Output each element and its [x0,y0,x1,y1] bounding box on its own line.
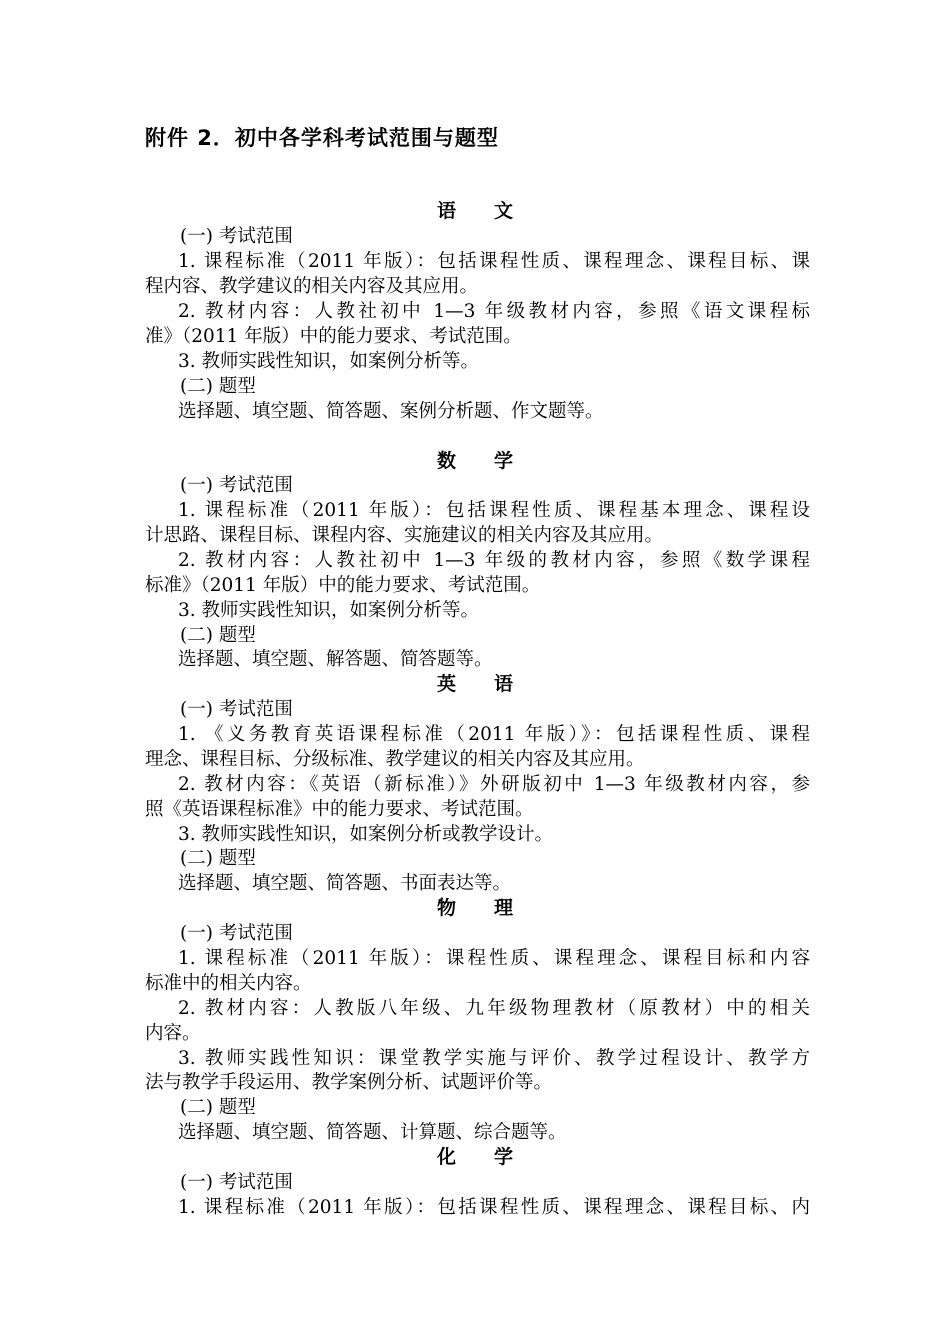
section-heading-physics: 物 理 [436,897,513,919]
paragraph-line: 标准》（2011 年版）中的能力要求、考试范围。 [145,575,541,596]
range-label: (一) 考试范围 [180,923,293,944]
range-label: (一) 考试范围 [180,1172,293,1193]
paragraph-line: 2. 教材内容：《英语（新标准）》外研版初中 1—3 年级教材内容，参 [178,774,810,795]
paragraph-line: 内容。 [145,1023,201,1044]
section-heading-english: 英 语 [436,673,513,695]
paragraph-line: 3. 教师实践性知识，如案例分析等。 [178,600,480,621]
range-label: (一) 考试范围 [180,475,293,496]
question-types: 选择题、填空题、简答题、案例分析题、作文题等。 [178,401,604,422]
paragraph-line: 3. 教师实践性知识：课堂教学实施与评价、教学过程设计、教学方 [178,1048,810,1069]
paragraph-line: 准》（2011 年版）中的能力要求、考试范围。 [145,326,522,347]
question-types: 选择题、填空题、解答题、简答题等。 [178,649,493,670]
paragraph-line: 1. 《义务教育英语课程标准（2011 年版）》：包括课程性质、课程 [178,724,810,745]
paragraph-line: 3. 教师实践性知识，如案例分析或教学设计。 [178,824,554,845]
document-title: 附件 2．初中各学科考试范围与题型 [145,126,499,150]
paragraph-line: 照《英语课程标准》中的能力要求、考试范围。 [145,799,534,820]
paragraph-line: 法与教学手段运用、教学案例分析、试题评价等。 [145,1072,553,1093]
paragraph-line: 理念、课程目标、分级标准、教学建议的相关内容及其应用。 [145,749,645,770]
type-label: (二) 题型 [180,625,256,646]
section-heading-math: 数 学 [436,450,513,472]
paragraph-line: 计思路、课程目标、课程内容、实施建议的相关内容及其应用。 [145,525,664,546]
section-heading-chemistry: 化 学 [436,1146,513,1168]
paragraph-line: 1. 课程标准（2011 年版）：包括课程性质、课程基本理念、课程设 [178,500,810,521]
paragraph-line: 1. 课程标准（2011 年版）：包括课程性质、课程理念、课程目标、内 [178,1197,810,1218]
paragraph-line: 2. 教材内容：人教社初中 1—3 年级教材内容，参照《语文课程标 [178,301,810,322]
question-types: 选择题、填空题、简答题、书面表达等。 [178,873,512,894]
paragraph-line: 程内容、教学建议的相关内容及其应用。 [145,276,479,297]
range-label: (一) 考试范围 [180,699,293,720]
paragraph-line: 2. 教材内容：人教社初中 1—3 年级的教材内容，参照《数学课程 [178,550,810,571]
section-heading-chinese: 语 文 [436,200,513,222]
paragraph-line: 标准中的相关内容。 [145,973,312,994]
type-label: (二) 题型 [180,1097,256,1118]
paragraph-line: 1. 课程标准（2011 年版）：课程性质、课程理念、课程目标和内容 [178,948,810,969]
paragraph-line: 3. 教师实践性知识，如案例分析等。 [178,351,480,372]
range-label: (一) 考试范围 [180,226,293,247]
paragraph-line: 1. 课程标准（2011 年版）：包括课程性质、课程理念、课程目标、课 [178,251,810,272]
question-types: 选择题、填空题、简答题、计算题、综合题等。 [178,1122,567,1143]
type-label: (二) 题型 [180,848,256,869]
type-label: (二) 题型 [180,376,256,397]
paragraph-line: 2. 教材内容：人教版八年级、九年级物理教材（原教材）中的相关 [178,998,810,1019]
